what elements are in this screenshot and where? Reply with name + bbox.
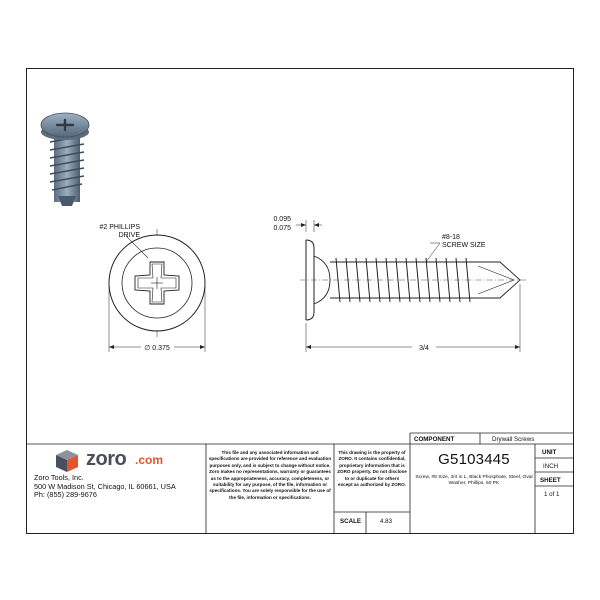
front-view <box>109 229 205 352</box>
zoro-cube-icon <box>56 450 78 472</box>
unit-label: UNIT <box>542 449 557 456</box>
drive-label-line1: #2 PHILLIPS <box>99 224 140 231</box>
logo-text: zoro <box>86 448 127 470</box>
length-label: 3/4 <box>419 345 429 352</box>
sheet-label: SHEET <box>540 477 561 484</box>
scale-label: SCALE <box>340 518 361 525</box>
scale-value: 4.83 <box>380 518 393 525</box>
logo-suffix: .com <box>135 453 164 467</box>
product-shank <box>54 132 80 202</box>
company-phone: Ph: (855) 289-9676 <box>34 490 97 500</box>
part-description: Screw, #8 Size, 3/4 in L, Black Phosphate, Steel, Oval Washer, Phillips, 50 PK <box>415 475 533 487</box>
property-notice: This drawing is the property of ZORO. It contains confidential, proprietary information that is ZORO property. Do not disclose to or duplicate for others except as authorized by ZORO. <box>337 450 407 488</box>
disclaimer-text: This file and any associated information and specifications are provided for reference and evaluation purposes only, and is subject to change without notice. Zoro makes no representations, warranty or guarantees as to the appropriateness, accuracy, completeness, or suitability for any purpose, of the file, information or specifications. You are solely responsible for the use of the file, information or specifications. <box>208 450 332 500</box>
drive-label-line2: DRIVE <box>118 232 140 239</box>
screw-size-label-line1: #8-18 <box>442 234 460 241</box>
company-info <box>34 474 204 500</box>
screw-size-label-line2: SCREW SIZE <box>442 242 486 249</box>
head-thickness-max-label: 0.095 <box>273 216 291 223</box>
diameter-label: ∅ 0.375 <box>144 345 170 352</box>
company-name: Zoro Tools, Inc. <box>34 473 84 482</box>
company-address: 500 W Madison St, Chicago, IL 60661, USA <box>34 481 176 491</box>
part-number: G5103445 <box>438 451 510 468</box>
product-render <box>41 113 89 206</box>
component-label: COMPONENT <box>414 436 455 443</box>
side-view <box>300 240 526 320</box>
head-thickness-min-label: 0.075 <box>273 225 291 232</box>
unit-value: INCH <box>543 463 559 470</box>
component-value: Drywall Screws <box>492 436 535 443</box>
sheet-value: 1 of 1 <box>544 491 560 498</box>
product-drill-tip <box>58 196 76 206</box>
